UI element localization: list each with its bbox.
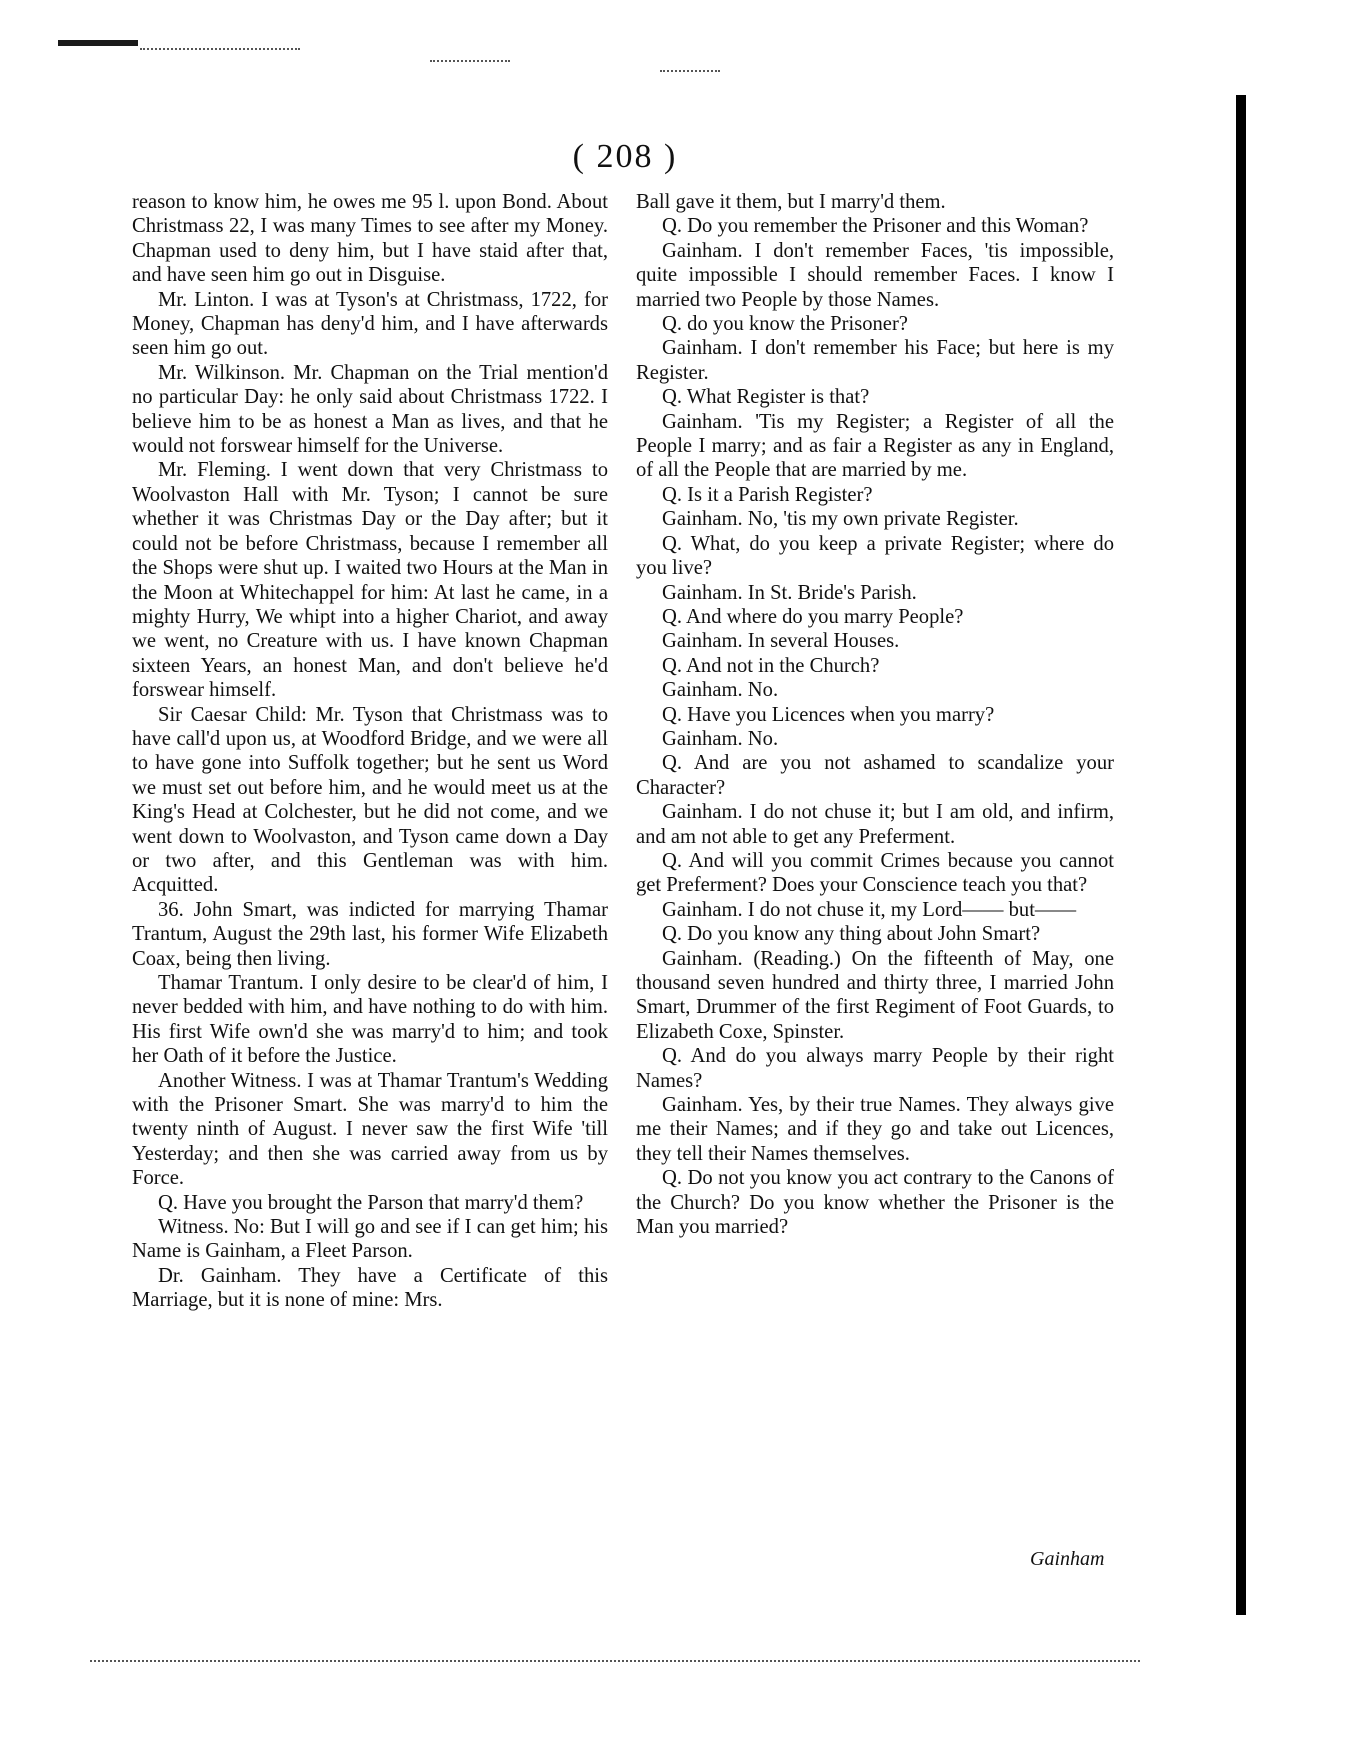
right-para-9: Gainham. No, 'tis my own private Register. — [662, 508, 1019, 531]
right-para-24: Q. And do you always marry People by their right Names? — [636, 1045, 1114, 1092]
scan-artifact-top-left — [58, 40, 138, 46]
right-para-19: Gainham. I do not chuse it; but I am old, and infirm, and am not able to get any Preferment. — [636, 801, 1114, 848]
right-para-3: Gainham. I don't remember Faces, 'tis impossible, quite impossible I should remember Faces. I know I married two People by those Names. — [636, 239, 1114, 311]
left-para-10: Witness. No: But I will go and see if I can get him; his Name is Gainham, a Fleet Parson. — [132, 1216, 608, 1263]
page-edge-shadow — [1236, 95, 1246, 1615]
right-para-10: Q. What, do you keep a private Register; where do you live? — [636, 532, 1114, 580]
right-para-23: Gainham. (Reading.) On the fifteenth of May, one thousand seven hundred and thirty three, I married John Smart, Drummer of the first Regiment of Foot Guards, to Elizabeth Coxe, Spinster. — [636, 947, 1114, 1043]
left-para-5: Sir Caesar Child: Mr. Tyson that Christmass was to have call'd upon us, at Woodford Bridge, and we were all to have gone into Suffolk together; but he sent us Word we must set out before him, and he would meet us at the King's Head at Colchester, but he did not come, and we went down to Woolvaston, and Tyson came down a Day or two after, and this Gentleman was with him. Acquitted. — [132, 703, 608, 897]
left-para-4: Mr. Fleming. I went down that very Christmass to Woolvaston Hall with Mr. Tyson; I cannot be sure whether it was Christmas Day or the Day after; but it could not be before Christmass, because I remember all the Shops were shut up. I waited two Hours at the Man in the Moon at Whitechappel for him: At last he came, in a mighty Hurry, We whipt into a higher Chariot, and away we went, no Creature with us. I have known Chapman sixteen Years, an honest Man, and don't believe he'd forswear himself. — [132, 459, 608, 702]
right-para-1: Ball gave it them, but I marry'd them. — [636, 191, 946, 213]
scan-artifact-top-line-3 — [660, 70, 720, 72]
right-para-20: Q. And will you commit Crimes because you cannot get Preferment? Does your Conscience teach you that? — [636, 849, 1114, 897]
scan-artifact-top-line — [140, 48, 300, 50]
right-para-11: Gainham. In St. Bride's Parish. — [662, 581, 917, 604]
right-para-13: Gainham. In several Houses. — [662, 630, 900, 653]
page-number: ( 208 ) — [572, 138, 678, 175]
left-para-6: 36. John Smart, was indicted for marrying Thamar Trantum, August the 29th last, his former Wife Elizabeth Coax, being then living. — [132, 898, 608, 970]
scan-artifact-bottom-line — [90, 1660, 1140, 1662]
left-para-2: Mr. Linton. I was at Tyson's at Christmass, 1722, for Money, Chapman has deny'd him, and I have afterwards seen him go out. — [132, 288, 608, 360]
left-para-11: Dr. Gainham. They have a Certificate of this Marriage, but it is none of mine: Mrs. — [132, 1264, 608, 1312]
right-para-5: Gainham. I don't remember his Face; but here is my Register. — [636, 337, 1114, 384]
right-para-14: Q. And not in the Church? — [662, 654, 880, 677]
right-para-16: Q. Have you Licences when you marry? — [662, 703, 995, 726]
right-para-8: Q. Is it a Parish Register? — [662, 483, 873, 506]
left-column — [132, 190, 608, 1313]
right-column — [636, 190, 1114, 1239]
right-para-4: Q. do you know the Prisoner? — [662, 313, 908, 336]
right-para-7: Gainham. 'Tis my Register; a Register of all the People I marry; and as fair a Register as any in England, of all the People that are married by me. — [636, 410, 1114, 482]
right-para-21: Gainham. I do not chuse it, my Lord—— but—— — [662, 898, 1077, 921]
right-para-2: Q. Do you remember the Prisoner and this Woman? — [662, 215, 1089, 238]
right-para-25: Gainham. Yes, by their true Names. They always give me their Names; and if they go and take out Licences, they tell their Names themselves. — [636, 1094, 1114, 1165]
left-para-1: reason to know him, he owes me 95 l. upon Bond. About Christmass 22, I was many Times to see after my Money. Chapman used to deny him, but I have staid after that, and have seen him go out in Disguise. — [132, 191, 608, 287]
right-para-17: Gainham. No. — [662, 727, 779, 750]
left-para-7: Thamar Trantum. I only desire to be clear'd of him, I never bedded with him, and have nothing to do with him. His first Wife own'd she was marry'd to him; and took her Oath of it before the Justice. — [132, 972, 608, 1068]
right-para-12: Q. And where do you marry People? — [662, 605, 964, 628]
scan-artifact-top-line-2 — [430, 60, 510, 62]
catchword: Gainham — [1030, 1548, 1105, 1570]
right-para-15: Gainham. No. — [662, 679, 779, 702]
left-para-3: Mr. Wilkinson. Mr. Chapman on the Trial mention'd no particular Day: he only said about Christmass 1722. I believe him to be as honest a Man as lives, and that he would not forswear himself for the Universe. — [132, 361, 608, 458]
left-para-9: Q. Have you brought the Parson that marry'd them? — [158, 1191, 584, 1214]
right-para-6: Q. What Register is that? — [662, 386, 870, 409]
right-para-26: Q. Do not you know you act contrary to the Canons of the Church? Do you know whether the Prisoner is the Man you married? — [636, 1167, 1114, 1239]
right-para-18: Q. And are you not ashamed to scandalize your Character? — [636, 752, 1114, 799]
left-para-8: Another Witness. I was at Thamar Trantum's Wedding with the Prisoner Smart. She was marry'd to him the twenty ninth of August. I never saw the first Wife 'till Yesterday; and then she was carried away from us by Force. — [132, 1069, 608, 1190]
right-para-22: Q. Do you know any thing about John Smart? — [662, 923, 1041, 946]
